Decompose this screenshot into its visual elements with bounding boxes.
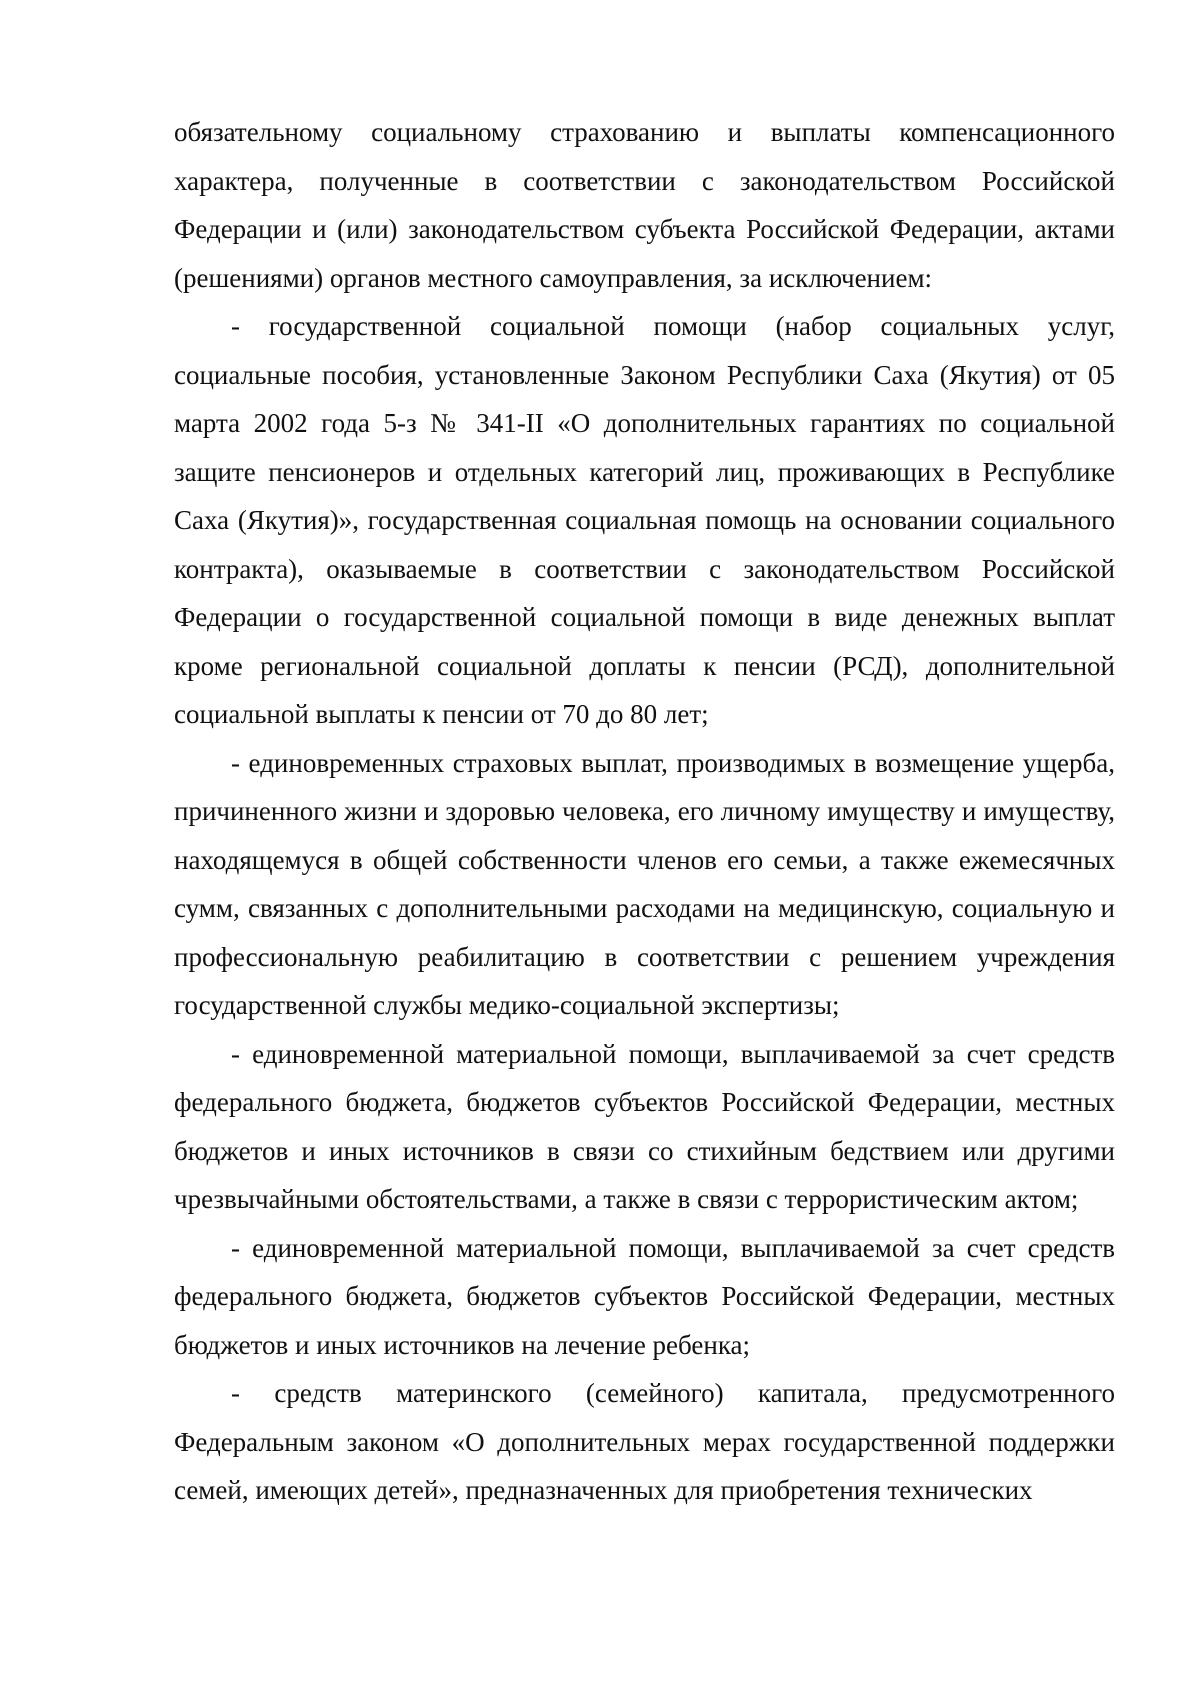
paragraph-maternity-capital: - средств материнского (семейного) капитала, предусмотренного Федеральным законом «О дополнительных мерах государственной поддержки семей, имеющих детей», предназначенных для приобретения технических (174, 1378, 1115, 1505)
paragraph-state-social-assistance: - государственной социальной помощи (набор социальных услуг, социальные пособия, установленные Законом Республики Саха (Якутия) от 05 марта 2002 года 5-з № 341-II «О дополнительных гарантиях по социальной защите пенсионеров и отдельных категорий лиц, проживающих в Республике Саха (Якутия)», государственная социальная помощь на основании социального контракта), оказываемые в соответствии с законодательством Российской Федерации о государственной социальной помощи в виде денежных выплат кроме региональной социальной доплаты к пенсии (РСД), дополнительной социальной выплаты к пенсии от 70 до 80 лет; (174, 311, 1115, 729)
paragraph-insurance-payments: - единовременных страховых выплат, производимых в возмещение ущерба, причиненного жизни и здоровью человека, его личному имуществу и имуществу, находящемуся в общей собственности членов его семьи, а также ежемесячных сумм, связанных с дополнительными расходами на медицинскую, социальную и профессиональную реабилитацию в соответствии с решением учреждения государственной службы медико-социальной экспертизы; (174, 747, 1115, 1020)
paragraph-disaster-assistance: - единовременной материальной помощи, выплачиваемой за счет средств федерального бюджета, бюджетов субъектов Российской Федерации, местных бюджетов и иных источников в связи со стихийным бедствием или другими чрезвычайными обстоятельствами, а также в связи с террористическим актом; (174, 1038, 1115, 1214)
paragraph-continuation: обязательному социальному страхованию и выплаты компенсационного характера, полученные в соответствии с законодательством Российской Федерации и (или) законодательством субъекта Российской Федерации, актами (решениями) органов местного самоуправления, за исключением: (174, 117, 1115, 293)
paragraph-child-treatment-assistance: - единовременной материальной помощи, выплачиваемой за счет средств федерального бюджета, бюджетов субъектов Российской Федерации, местных бюджетов и иных источников на лечение ребенка; (174, 1232, 1115, 1360)
document-body (174, 108, 1115, 1515)
